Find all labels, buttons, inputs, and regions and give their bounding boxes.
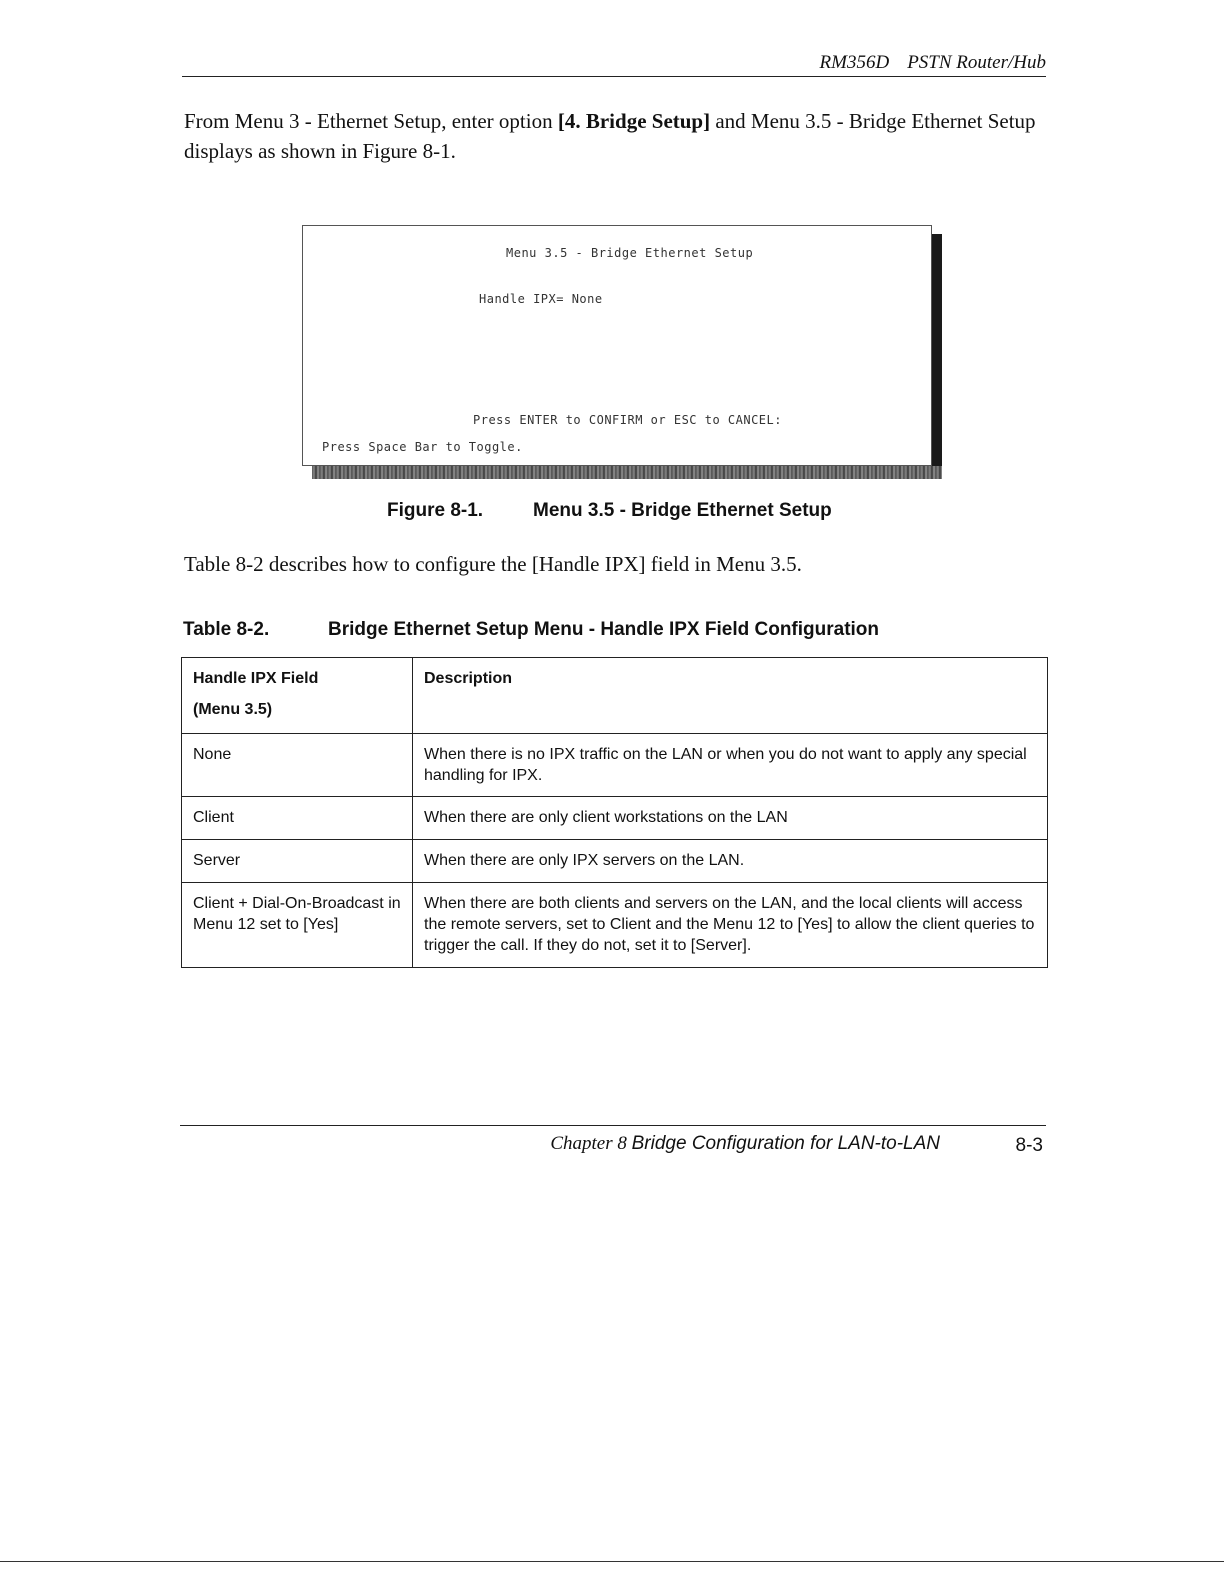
scan-bottom-edge	[0, 1561, 1224, 1562]
cell-field: Server	[182, 840, 413, 883]
figure-title: Menu 3.5 - Bridge Ethernet Setup	[533, 500, 832, 521]
header-product: PSTN Router/Hub	[907, 52, 1046, 73]
screen-title: Menu 3.5 - Bridge Ethernet Setup	[506, 246, 754, 260]
header-model: RM356D	[819, 52, 890, 73]
table-row	[182, 734, 1048, 797]
header-field-line1: Handle IPX Field	[193, 670, 319, 687]
running-footer	[550, 1133, 940, 1155]
header-cell-description: Description	[413, 658, 1048, 734]
table-row	[182, 840, 1048, 883]
header-field-line2: (Menu 3.5)	[193, 701, 273, 718]
table-title-text: Bridge Ethernet Setup Menu - Handle IPX Field Configuration	[328, 619, 880, 640]
intro-text-before: From Menu 3 - Ethernet Setup, enter option	[184, 109, 558, 133]
cell-description: When there is no IPX traffic on the LAN or when you do not want to apply any special handling for IPX.	[413, 734, 1048, 797]
screen-shadow-bottom	[312, 466, 942, 479]
screen-toggle-hint: Press Space Bar to Toggle.	[322, 440, 523, 454]
intro-option: [4. Bridge Setup]	[557, 109, 711, 133]
screen-shadow-right	[932, 234, 942, 479]
page-number: 8-3	[1015, 1135, 1043, 1156]
header-rule	[182, 76, 1046, 77]
table-row	[182, 797, 1048, 840]
cell-field: Client	[182, 797, 413, 840]
cell-description: When there are only client workstations on the LAN	[413, 797, 1048, 840]
table-header-row	[182, 658, 1048, 734]
figure-caption	[387, 500, 832, 522]
handle-ipx-table	[181, 657, 1048, 968]
running-header	[820, 52, 1046, 74]
cell-field: Client + Dial-On-Broadcast in Menu 12 set to [Yes]	[182, 883, 413, 968]
terminal-screen	[302, 225, 932, 466]
footer-chapter-title: Bridge Configuration for LAN-to-LAN	[631, 1133, 940, 1154]
cell-description: When there are both clients and servers on the LAN, and the local clients will access the remote servers, set to Client and the Menu 12 to [Yes] to allow the client queries to trigger the call. If they do not, set it to [Server].	[413, 883, 1048, 968]
cell-description: When there are only IPX servers on the LAN.	[413, 840, 1048, 883]
table-row	[182, 883, 1048, 968]
intro-paragraph	[184, 106, 1044, 166]
table-title	[183, 619, 879, 641]
header-cell-field	[182, 658, 413, 734]
footer-chapter: Chapter 8	[550, 1133, 627, 1154]
footer-rule	[180, 1125, 1046, 1126]
screen-handle-ipx-field: Handle IPX= None	[479, 292, 603, 306]
cell-field: None	[182, 734, 413, 797]
table-number: Table 8-2.	[183, 619, 270, 640]
figure-number: Figure 8-1.	[387, 500, 484, 521]
table-intro-paragraph: Table 8-2 describes how to configure the [Handle IPX] field in Menu 3.5.	[184, 552, 802, 576]
intro-text-after: and Menu 3.5 - Bridge Ethernet Setup displays as shown in Figure 8-1.	[184, 109, 1036, 163]
screen-confirm-prompt: Press ENTER to CONFIRM or ESC to CANCEL:	[473, 413, 782, 427]
